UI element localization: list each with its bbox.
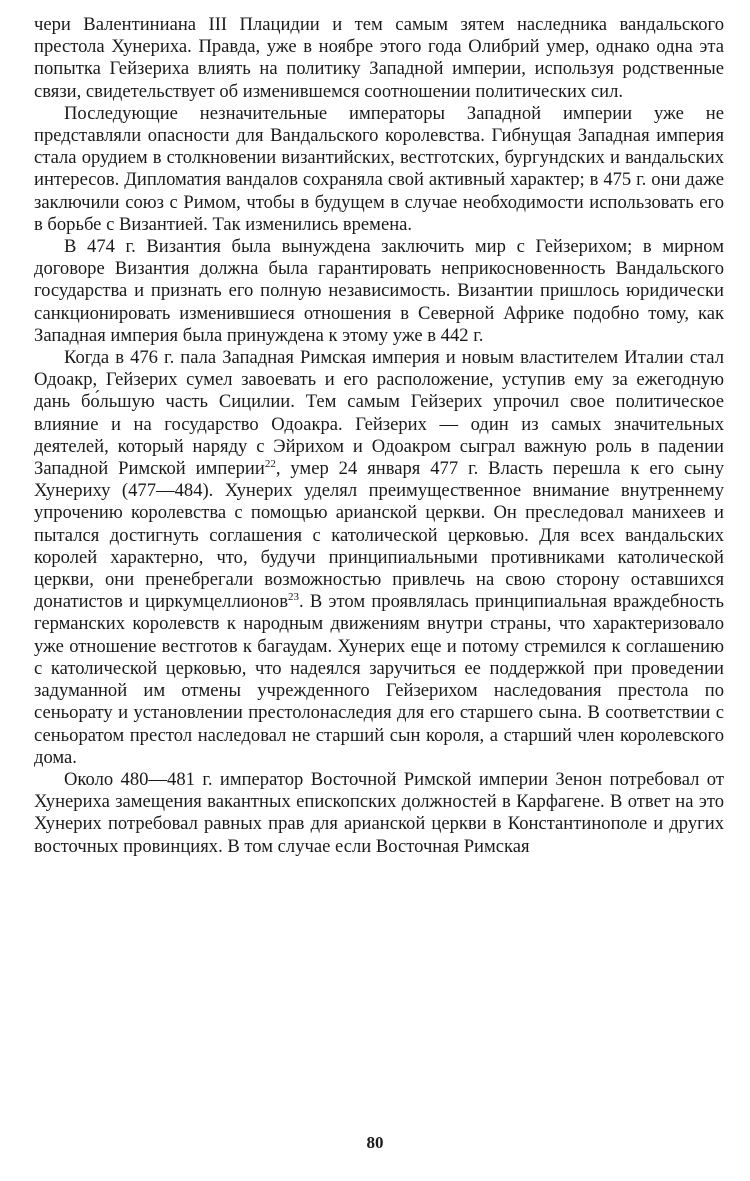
page-number: 80	[366, 1133, 384, 1152]
footnote-ref-23: 23	[288, 591, 300, 604]
paragraph-1: чери Валентиниана III Плацидии и тем самым зятем наследника вандальского престола Хунериха. Правда, уже в ноябре этого года Олибрий умер, однако одна эта попытка Гейзериха влиять на политику Западной империи, используя родственные связи, свидетельствует об изменившемся соотношении политических сил.	[34, 14, 724, 102]
paragraph-2: Последующие незначительные императоры Западной империи уже не представляли опасности для Вандальского королевства. Гибнущая Западная империя стала орудием в столкновении византийских, вестготских, бургундских и вандальских интересов. Дипломатия вандалов сохраняла свой активный характер; в 475 г. они даже заключили союз с Римом, чтобы в будущем в случае необходимости использовать его в борьбе с Византией. Так изменились времена.	[34, 102, 724, 235]
paragraph-3: В 474 г. Византия была вынуждена заключить мир с Гейзерихом; в мирном договоре Византия должна была гарантировать неприкосновенность Вандальского государства и признать его полную независимость. Византии пришлось юридически санкционировать изменившиеся отношения в Северной Африке подобно тому, как Западная империя была принуждена к этому уже в 442 г.	[34, 236, 724, 346]
paragraph-4-part-3: . В этом проявлялась принципиальная враждебность германских королевств к народным движениям внутри страны, что характеризовало уже отношение вестготов к багаудам. Хунерих еще и потому стремился к соглашению с католической церковью, что надеялся заручиться ее поддержкой при проведении задуманной им отмены учрежденного Гейзерихом наследования престола по сеньорату и установлении престолонаследия для его старшего сына. В соответствии с сеньоратом престол наследовал не старший сын короля, а старший член королевского дома.	[34, 591, 724, 768]
paragraph-4-part-1: Когда в 476 г. пала Западная Римская империя и новым властителем Италии стал Одоакр, Гейзерих сумел завоевать и его расположение, уступив ему за ежегодную дань бо́льшую часть Сицилии. Тем самым Гейзерих упрочил свое политическое влияние и на государство Одоакра. Гейзерих — один из самых значительных деятелей, который наряду с Эйрихом и Одоакром сыграл важную роль в падении Западной Римской империи	[34, 347, 724, 480]
body-text	[34, 14, 724, 858]
footnote-ref-22: 22	[264, 457, 276, 470]
paragraph-4	[34, 347, 724, 769]
paragraph-4-part-2: , умер 24 января 477 г. Власть перешла к его сыну Хунериху (477—484). Хунерих уделял преимущественное внимание внутреннему упрочению королевства с помощью арианской церкви. Он преследовал манихеев и пытался достигнуть соглашения с католической церковью. Для всех вандальских королей характерно, что, будучи принципиальными противниками католической церкви, они пренебрегали возможностью привлечь на свою сторону оставшихся донатистов и циркумцеллионов	[34, 458, 725, 613]
paragraph-5: Около 480—481 г. император Восточной Римской империи Зенон потребовал от Хунериха замещения вакантных епископских должностей в Карфагене. В ответ на это Хунерих потребовал равных прав для арианской церкви в Константинополе и других восточных провинциях. В том случае если Восточная Римская	[34, 768, 724, 857]
